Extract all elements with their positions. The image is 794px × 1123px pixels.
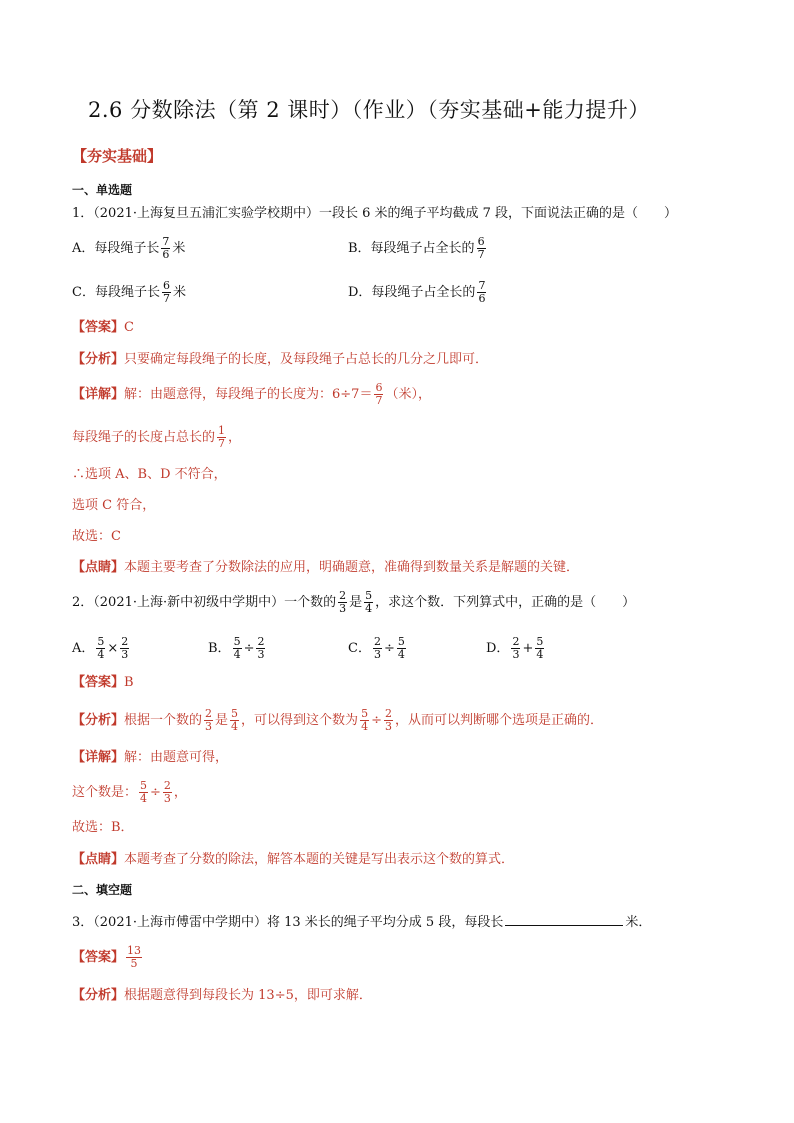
fraction — [96, 636, 105, 661]
fraction — [256, 636, 265, 661]
option-label: D． — [486, 641, 510, 656]
numerator: 5 — [365, 589, 373, 602]
page-title: 2.6 分数除法（第 2 课时）（作业）（夯实基础+能力提升） — [88, 98, 650, 122]
analysis-tag: 【分析】 — [72, 988, 125, 1003]
numerator: 1 — [218, 424, 226, 437]
fraction — [397, 636, 406, 661]
denominator: 7 — [162, 292, 170, 305]
operator: ÷ — [383, 641, 395, 656]
denominator: 6 — [478, 292, 486, 305]
q1-option-b — [348, 236, 488, 261]
numerator: 2 — [384, 707, 392, 720]
answer-tag: 【答案】 — [72, 320, 125, 335]
fraction — [511, 636, 520, 661]
numerator: 7 — [162, 235, 170, 248]
numerator: 5 — [233, 635, 241, 648]
part-heading-single-choice: 一、单选题 — [72, 183, 133, 197]
q2-detail-line-3: 故选：B． — [72, 820, 134, 835]
denominator: 4 — [140, 792, 148, 805]
denominator: 3 — [384, 720, 392, 733]
numerator: 2 — [257, 635, 265, 648]
denominator: 3 — [163, 792, 171, 805]
q1-option-d-fraction — [477, 280, 486, 305]
fraction — [360, 708, 369, 733]
operator: ÷ — [243, 641, 255, 656]
denominator: 4 — [397, 648, 405, 661]
q1-detail-line-4: 选项 C 符合， — [72, 498, 156, 513]
numerator: 2 — [373, 635, 381, 648]
operator: ÷ — [371, 713, 382, 728]
question-1-stem: 1．（2021·上海复旦五浦汇实验学校期中）一段长 6 米的绳子平均截成 7 段，下面说法正确的是（ ） — [72, 206, 678, 221]
q1-detail — [72, 382, 431, 407]
denominator: 3 — [512, 648, 520, 661]
numerator: 5 — [97, 635, 105, 648]
numerator: 6 — [477, 235, 485, 248]
denominator: 3 — [257, 648, 265, 661]
comment-text: 本题考查了分数的除法，解答本题的关键是写出表示这个数的算式． — [124, 852, 515, 867]
stem-text: 2．（2021·上海·新中初级中学期中）一个数的 — [72, 595, 337, 610]
section-tag: 【夯实基础】 — [72, 147, 163, 165]
q1-option-c-label: C．每段绳子长 — [72, 285, 160, 300]
stem-text: 米． — [625, 915, 652, 930]
comment-text: 本题主要考查了分数除法的应用，明确题意，准确得到数量关系是解题的关键． — [124, 560, 580, 575]
analysis-text: 只要确定每段绳子的长度，及每段绳子占总长的几分之几即可． — [124, 352, 489, 367]
analysis-text: ，从而可以判断哪个选项是正确的． — [394, 713, 603, 728]
q1-option-c-unit: 米 — [172, 285, 186, 300]
fraction — [204, 708, 213, 733]
denominator: 3 — [339, 602, 347, 615]
detail-line-text: 这个数是： — [72, 785, 138, 800]
fraction — [535, 636, 544, 661]
q3-answer — [72, 945, 144, 970]
analysis-text: 根据一个数的 — [124, 713, 203, 728]
option-label: A． — [72, 641, 95, 656]
stem-text: ，求这个数．下列算式中，正确的是（ ） — [375, 595, 636, 610]
numerator: 2 — [512, 635, 520, 648]
fraction — [233, 636, 242, 661]
q2-analysis — [72, 708, 603, 733]
fraction — [373, 636, 382, 661]
numerator: 7 — [478, 279, 486, 292]
detail-tag: 【详解】 — [72, 750, 125, 765]
answer-blank[interactable] — [505, 913, 623, 926]
q1-option-a-fraction — [161, 236, 170, 261]
q2-option-d — [486, 636, 546, 661]
numerator: 13 — [127, 944, 142, 957]
answer-value: C — [124, 320, 134, 335]
detail-text: 解：由题意可得， — [124, 750, 229, 765]
denominator: 4 — [97, 648, 105, 661]
denominator: 7 — [477, 248, 485, 261]
numerator: 6 — [162, 279, 170, 292]
q3-analysis — [72, 986, 372, 1006]
q2-option-c — [348, 636, 408, 661]
operator: + — [522, 641, 534, 656]
denominator: 7 — [375, 394, 383, 407]
numerator: 5 — [536, 635, 544, 648]
numerator: 2 — [121, 635, 129, 648]
punctuation: ， — [228, 430, 242, 445]
q2-answer — [72, 673, 134, 693]
detail-tag: 【详解】 — [72, 387, 125, 402]
q1-option-b-label: B．每段绳子占全长的 — [348, 241, 475, 256]
q2-detail — [72, 748, 228, 768]
q1-option-d — [348, 280, 488, 305]
q1-option-d-label: D．每段绳子占全长的 — [348, 285, 476, 300]
numerator: 2 — [339, 589, 347, 602]
numerator: 2 — [205, 707, 213, 720]
analysis-tag: 【分析】 — [72, 352, 125, 367]
q1-answer — [72, 318, 134, 338]
q1-option-c-fraction — [162, 280, 171, 305]
q1-option-a-unit: 米 — [172, 241, 186, 256]
fraction — [139, 780, 148, 805]
numerator: 5 — [361, 707, 369, 720]
numerator: 6 — [375, 381, 383, 394]
answer-tag: 【答案】 — [72, 675, 125, 690]
fraction — [230, 708, 239, 733]
detail-line-text: 每段绳子的长度占总长的 — [72, 430, 216, 445]
part-heading-fill-blank: 二、填空题 — [72, 883, 133, 897]
option-label: C． — [348, 641, 371, 656]
stem-fraction-1 — [338, 590, 347, 615]
q2-option-b — [208, 636, 267, 661]
q1-option-c — [72, 280, 186, 305]
answer-tag: 【答案】 — [72, 950, 125, 965]
operator: ÷ — [150, 785, 161, 800]
answer-value: B — [124, 675, 134, 690]
stem-text: 是 — [349, 595, 363, 610]
analysis-text: ，可以得到这个数为 — [241, 713, 359, 728]
detail-fraction — [374, 382, 383, 407]
analysis-text: 根据题意得到每段长为 13÷5，即可求解． — [124, 988, 372, 1003]
q2-detail-line-2 — [72, 780, 187, 805]
detail-unit: （米）， — [385, 387, 431, 402]
q1-option-b-fraction — [477, 236, 486, 261]
q1-analysis — [72, 350, 488, 370]
punctuation: ， — [173, 785, 187, 800]
analysis-text: 是 — [215, 713, 229, 728]
denominator: 3 — [205, 720, 213, 733]
q2-option-a — [72, 636, 131, 661]
question-2-stem — [72, 590, 635, 615]
denominator: 4 — [536, 648, 544, 661]
numerator: 2 — [163, 779, 171, 792]
numerator: 5 — [397, 635, 405, 648]
comment-tag: 【点睛】 — [72, 560, 125, 575]
denominator: 4 — [233, 648, 241, 661]
option-label: B． — [208, 641, 231, 656]
operator: × — [107, 641, 119, 656]
denominator: 6 — [162, 248, 170, 261]
denominator: 5 — [130, 957, 138, 970]
comment-tag: 【点睛】 — [72, 852, 125, 867]
denominator: 4 — [365, 602, 373, 615]
fraction — [120, 636, 129, 661]
q2-comment — [72, 850, 514, 870]
detail-text: 解：由题意得，每段绳子的长度为：6÷7＝ — [124, 387, 373, 402]
denominator: 4 — [361, 720, 369, 733]
q1-detail-line-3: ∴选项 A、B、D 不符合， — [72, 467, 227, 482]
q1-detail-line-2 — [72, 425, 241, 450]
stem-fraction-2 — [364, 590, 373, 615]
fraction — [384, 708, 393, 733]
denominator: 4 — [231, 720, 239, 733]
stem-text: 3．（2021·上海市傅雷中学期中）将 13 米长的绳子平均分成 5 段，每段长 — [72, 915, 504, 930]
q1-comment — [72, 558, 579, 578]
numerator: 5 — [231, 707, 239, 720]
answer-fraction — [126, 945, 142, 970]
analysis-tag: 【分析】 — [72, 713, 125, 728]
numerator: 5 — [140, 779, 148, 792]
question-3-stem — [72, 913, 651, 933]
fraction — [163, 780, 172, 805]
detail-line-fraction — [217, 425, 226, 450]
denominator: 3 — [121, 648, 129, 661]
denominator: 7 — [218, 437, 226, 450]
q1-detail-line-5: 故选：C — [72, 529, 121, 544]
denominator: 3 — [373, 648, 381, 661]
q1-option-a-label: A．每段绳子长 — [72, 241, 160, 256]
q1-option-a — [72, 236, 185, 261]
